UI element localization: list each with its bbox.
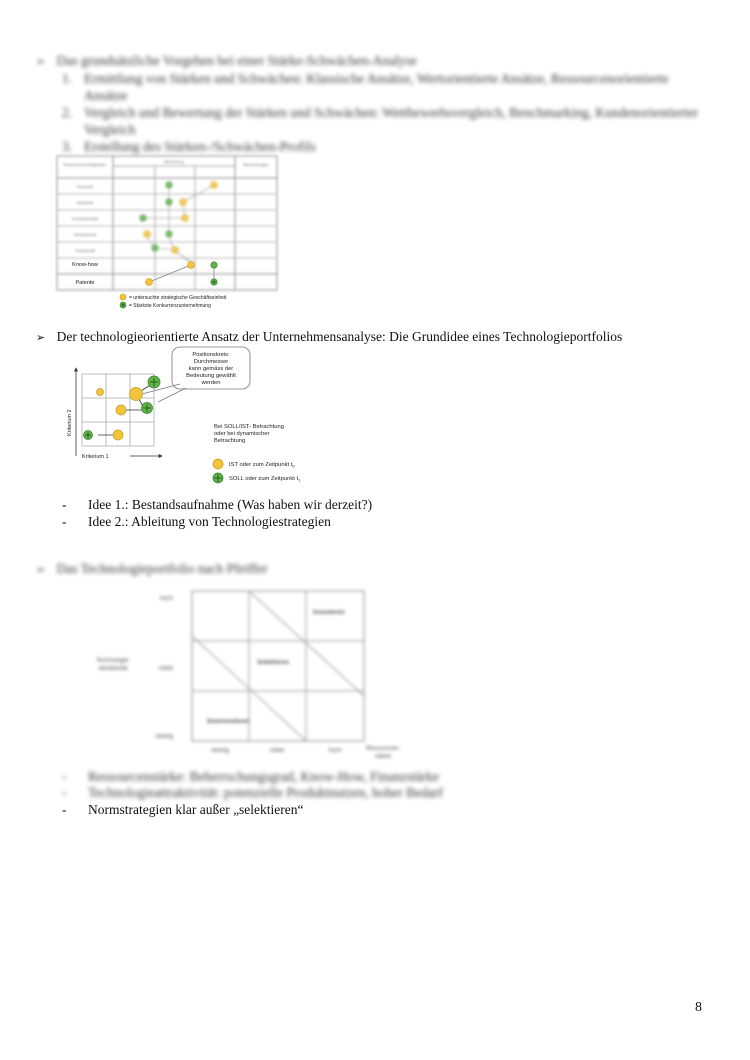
page-number: 8: [695, 1000, 702, 1015]
svg-text:Selektieren: Selektieren: [257, 660, 290, 666]
legend-soll-marker: [213, 473, 223, 483]
arrow-bullet-icon: ➢: [36, 55, 46, 68]
profile-row-label: Standorte: [76, 200, 94, 205]
pfeiffer-technology-portfolio: [85, 586, 425, 766]
section3-heading-row: [36, 560, 268, 578]
strength-weakness-profile: [55, 152, 283, 312]
svg-text:mittel: mittel: [158, 666, 173, 672]
list-item: 2. Vergleich und Bewertung der Stärken und Schwächen: Wettbewerbsvergleich, Benchmarking, Kundenorientierter Vergleich: [62, 105, 699, 137]
section1-heading: Das grundsätzliche Vorgehen bei einer Stärke-Schwächen-Analyse: [56, 53, 417, 68]
list-item: 1. Ermittlung von Stärken und Schwächen: Klassische Ansätze, Wertorientierte Ansätze, Ressourcenorientierte Ansätze: [62, 71, 669, 103]
profile-marker: [188, 262, 195, 269]
svg-text:niedrig: niedrig: [154, 734, 173, 740]
callout-line: Durchmesser: [193, 359, 229, 365]
svg-text:niedrig: niedrig: [210, 748, 230, 754]
profile-col-first: Ressourcen/Fähigkeiten: [63, 162, 107, 167]
callout-line: werden: [201, 380, 221, 386]
list-item: - Technologieattraktivität: potenzielle Produktnutzen, hoher Bedarf: [62, 785, 443, 800]
svg-text:Investieren: Investieren: [313, 610, 345, 616]
note-line: Betrachtung: [214, 438, 246, 444]
svg-text:attraktivität: attraktivität: [98, 666, 128, 672]
list-item: - Idee 1.: Bestandsaufnahme (Was haben wir derzeit?): [62, 497, 373, 512]
svg-text:mittel: mittel: [269, 748, 285, 754]
arrow-bullet-icon: ➢: [36, 331, 46, 344]
section2-heading: Der technologieorientierte Ansatz der Unternehmensanalyse: Die Grundidee eines Technologieportfolios: [56, 329, 623, 344]
ideas-list: [62, 496, 372, 530]
legend-ist-marker: [213, 459, 223, 469]
profile-row-label: Finanzkraft: [75, 248, 95, 253]
callout-line: Bedeutung gewählt: [186, 373, 236, 379]
callout-line: kann gemäss der: [188, 366, 234, 372]
list-item: - Idee 2.: Ableitung von Technologiestrategien: [62, 514, 331, 529]
axis-y-label: Kriterium 2: [67, 409, 73, 436]
note-line: oder bei dynamischer: [214, 431, 270, 437]
section3-heading: Das Technologieportfolio nach Pfeiffer: [56, 561, 268, 576]
profile-header: Bewertung: [164, 159, 184, 164]
svg-text:Desinvestieren: Desinvestieren: [207, 719, 250, 725]
list-item: - Ressourcenstärke: Beherrschungsgrad, Know-How, Finanzstärke: [62, 769, 440, 784]
profile-row-label: Know-how: [72, 262, 98, 268]
list-item: - Normstrategien klar außer „selektieren“: [62, 802, 304, 817]
legend-ist: IST oder zum Zeitpunkt $t_0$: [229, 462, 295, 469]
ist-marker: [97, 389, 104, 396]
axis-x-label: Kriterium 1: [82, 454, 109, 460]
soll-marker: [142, 403, 153, 414]
note-line: Bei SOLL/IST- Betrachtung: [214, 424, 284, 430]
ist-marker: [113, 430, 123, 440]
profile-row-label: Personal: [77, 184, 93, 189]
profile-marker: [211, 262, 217, 268]
section1-list: [62, 70, 712, 155]
soll-marker: [84, 431, 93, 440]
profile-col-last: Bemerkungen: [243, 162, 269, 167]
arrow-bullet-icon: ➢: [36, 563, 46, 576]
legend-soll: SOLL oder zum Zeitpunkt $t_1$: [229, 476, 301, 483]
profile-legend-1: = untersuchte strategische Geschäftseinheit: [129, 295, 227, 301]
profile-legend-2: = Stärkste Konkurrenzunternehmung: [129, 303, 211, 309]
technology-portfolio-idea-diagram: [60, 344, 350, 489]
legend-yellow-marker: [120, 294, 126, 300]
svg-text:hoch: hoch: [159, 596, 173, 602]
profile-marker: [146, 279, 153, 286]
ist-marker: [116, 405, 126, 415]
callout-line: Positionskreis:: [192, 352, 230, 358]
profile-row-label: Kundenkontakt: [71, 216, 99, 221]
list-item: 3. Erstellung des Stärken-/Schwächen-Profils: [62, 139, 316, 154]
profile-row-label: Vertriebsnetz: [73, 232, 97, 237]
section3-list: [62, 768, 443, 818]
svg-text:Ressourcen-: Ressourcen-: [365, 746, 401, 752]
ist-marker: [130, 388, 143, 401]
soll-marker: [148, 376, 160, 388]
svg-text:Technologie-: Technologie-: [95, 658, 131, 664]
svg-text:stärke: stärke: [374, 754, 392, 760]
svg-text:hoch: hoch: [328, 748, 342, 754]
section1-heading-row: [36, 52, 417, 70]
profile-row-label: Patente: [75, 280, 95, 286]
